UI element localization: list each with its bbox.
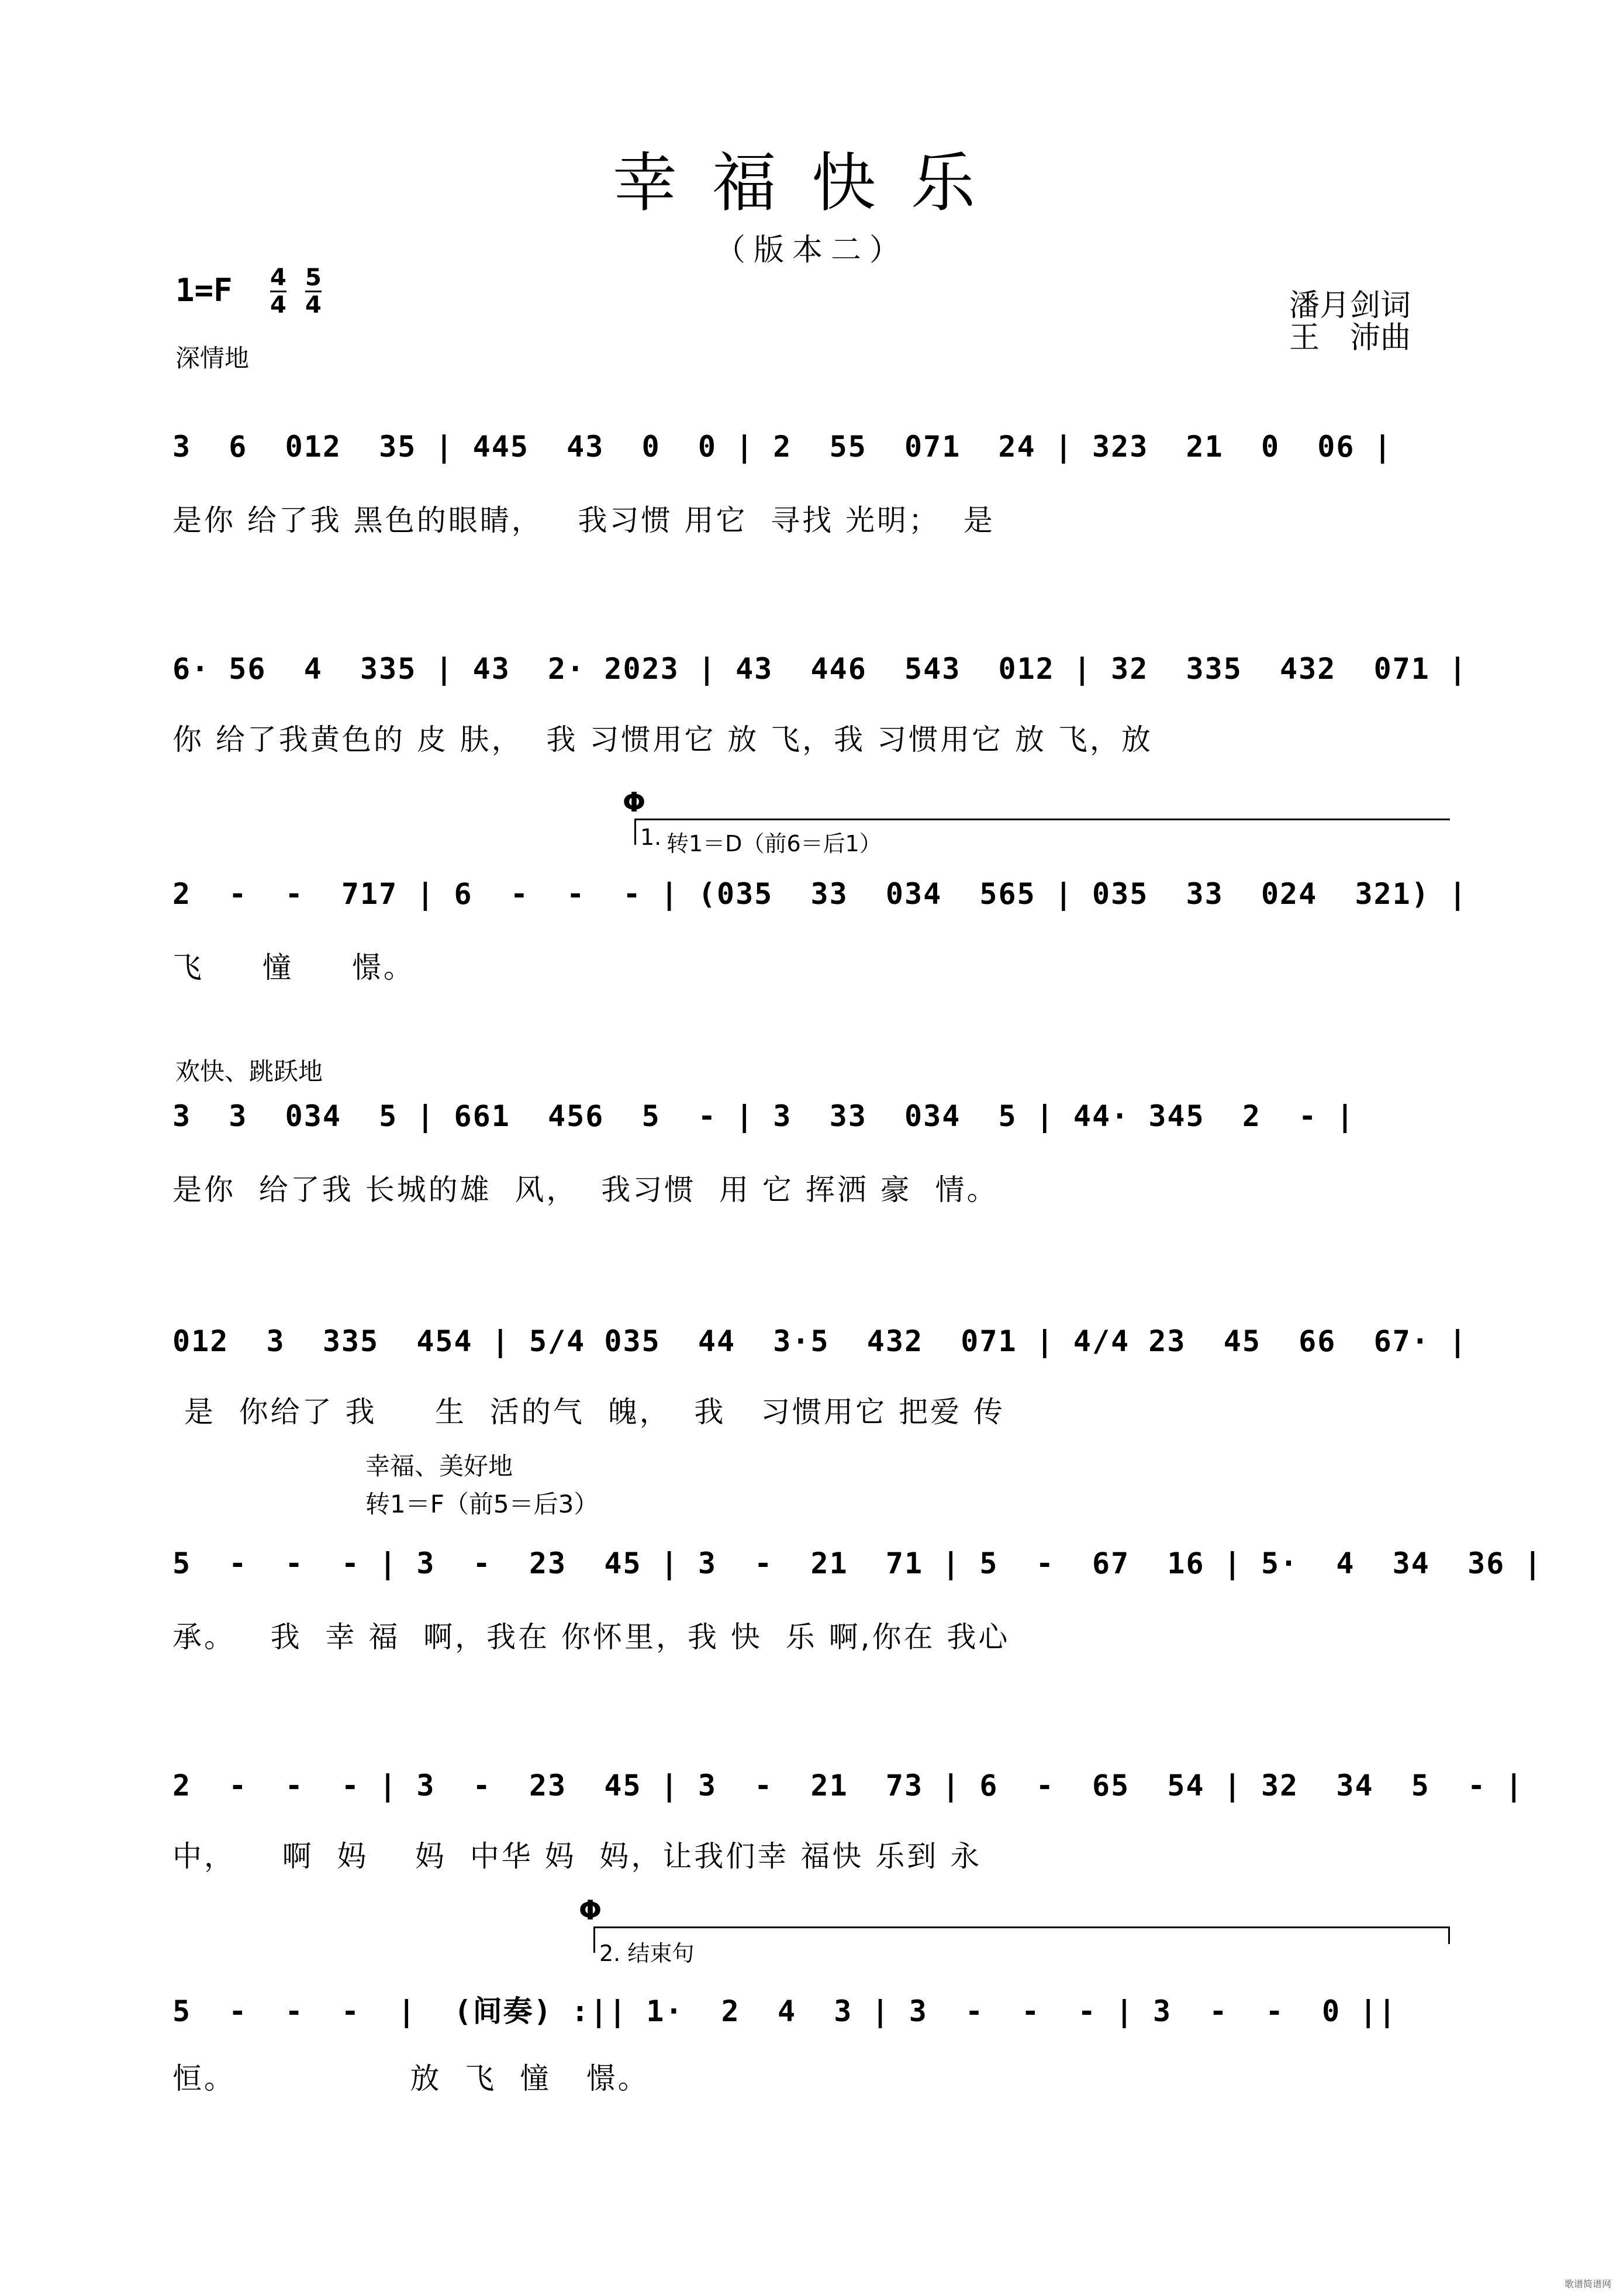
lyrics-line: 飞 憧 憬。	[172, 951, 415, 985]
notation-line: 3 6 012 35 | 445 43 0 0 | 2 55 071 24 | 323 21 0 06 |	[172, 430, 1393, 464]
volta-bracket-edge	[634, 819, 636, 845]
segno-mark: Φ	[623, 786, 646, 818]
site-watermark: 歌谱简谱网	[1564, 2278, 1611, 2290]
expression-mark: 深情地	[175, 344, 250, 372]
volta-1-label: 1.	[640, 824, 662, 850]
notation-line: 2 - - 717 | 6 - - - | (035 33 034 565 | 035 33 024 321) |	[172, 877, 1468, 911]
lyrics-line: 是你 给了我 黑色的眼睛， 我习惯 用它 寻找 光明； 是	[172, 503, 995, 537]
volta-bracket-edge	[593, 1926, 595, 1953]
song-title: 幸福快乐	[613, 146, 1010, 220]
notation-line: 3 3 034 5 | 661 456 5 - | 3 33 034 5 | 44· 345 2 - |	[172, 1099, 1355, 1133]
notation-line: 2 - - - | 3 - 23 45 | 3 - 21 73 | 6 - 65 54 | 32 34 5 - |	[172, 1769, 1524, 1803]
notation-line: 6· 56 4 335 | 43 2· 2023 | 43 446 543 012 | 32 335 432 071 |	[172, 652, 1468, 686]
time-signature-5-4	[305, 266, 322, 317]
composer-credit: 王 沛曲	[1289, 320, 1411, 355]
volta-bracket	[593, 1926, 1450, 1928]
expression-mark: 欢快、跳跃地	[175, 1057, 323, 1086]
key-signature: 1=F	[175, 272, 233, 309]
lyricist-credit: 潘月剑词	[1289, 288, 1411, 323]
lyrics-line: 是你 给了我 长城的雄 风， 我习惯 用 它 挥洒 豪 情。	[172, 1173, 999, 1207]
volta-2-label: 2. 结束句	[599, 1941, 695, 1966]
lyrics-line: 中， 啊 妈 妈 中华 妈 妈，让我们幸 福快 乐到 永	[172, 1839, 982, 1873]
meter-bottom: 4	[305, 292, 322, 319]
notation-line: 5 - - - | (间奏) :|| 1· 2 4 3 | 3 - - - | 3 - - 0 ||	[172, 1994, 1397, 2028]
lyrics-line: 承。 我 幸 福 啊，我在 你怀里，我 快 乐 啊,你在 我心	[172, 1620, 1010, 1654]
segno-mark: Φ	[579, 1894, 602, 1926]
version-subtitle: （版本二）	[714, 233, 908, 268]
lyrics-line: 是 你给了 我 生 活的气 魄， 我 习惯用它 把爱 传	[172, 1395, 1005, 1429]
notation-line: 5 - - - | 3 - 23 45 | 3 - 21 71 | 5 - 67 16 | 5· 4 34 36 |	[172, 1546, 1543, 1580]
meter-top: 5	[305, 264, 322, 291]
lyrics-line: 你 给了我黄色的 皮 肤， 我 习惯用它 放 飞，我 习惯用它 放 飞，放	[172, 723, 1153, 757]
time-signature-4-4	[270, 266, 286, 317]
modulation-mark: 转1＝F（前5＝后3）	[365, 1490, 599, 1518]
lyrics-line: 恒。 放 飞 憧 憬。	[172, 2062, 650, 2095]
modulation-mark: 转1＝D（前6＝后1）	[667, 831, 882, 857]
meter-bottom: 4	[270, 292, 286, 319]
volta-bracket	[634, 819, 1450, 820]
meter-top: 4	[270, 264, 286, 291]
volta-bracket-edge	[1448, 1926, 1450, 1944]
expression-mark: 幸福、美好地	[365, 1452, 513, 1480]
notation-line: 012 3 335 454 | 5/4 035 44 3·5 432 071 | 4/4 23 45 66 67· |	[172, 1324, 1468, 1358]
